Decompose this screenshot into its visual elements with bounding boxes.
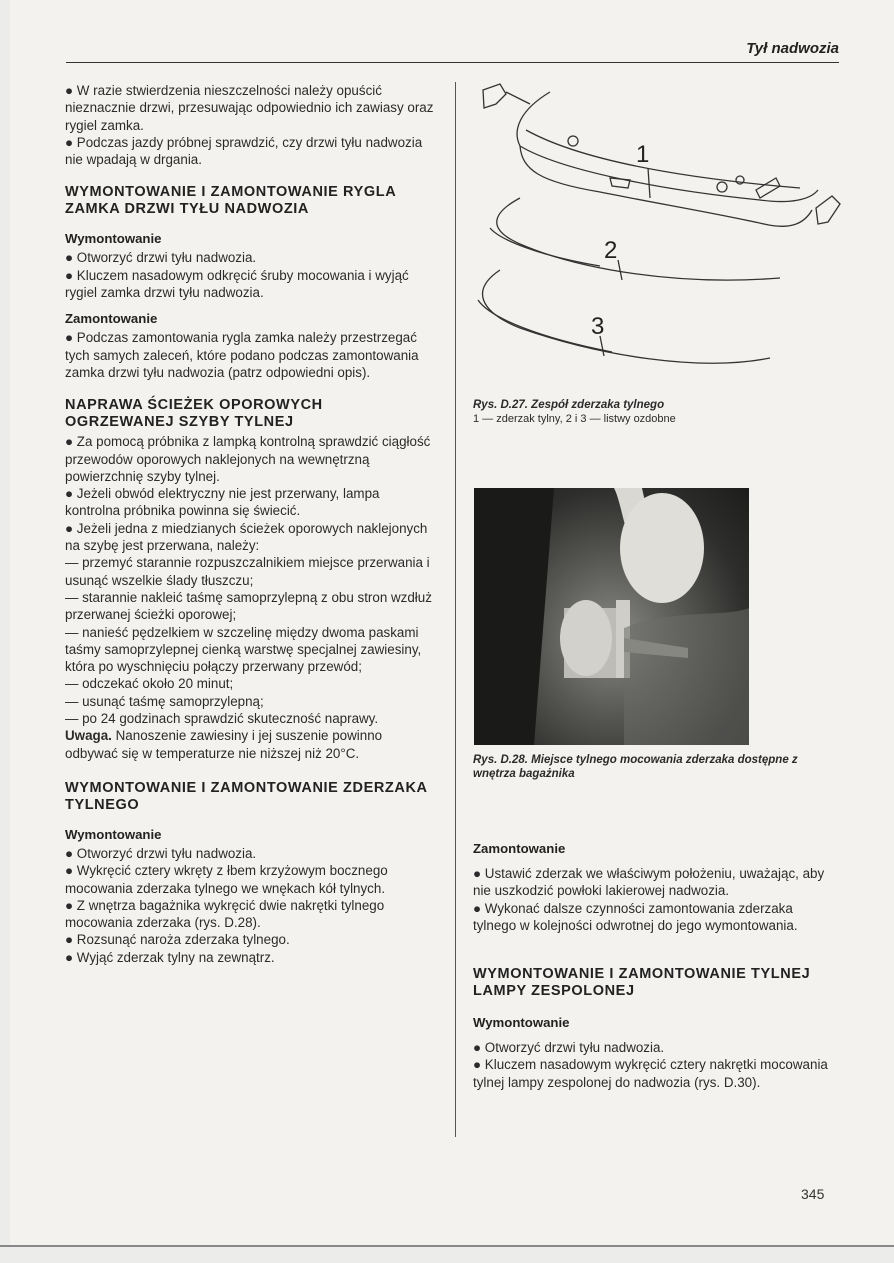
trim-strip-2-edge — [490, 228, 600, 266]
list-item: — usunąć taśmę samoprzylepną; — [65, 693, 264, 709]
trim-strip-2 — [497, 198, 780, 280]
note-label: Uwaga. — [65, 728, 112, 744]
subheading: Wymontowanie — [473, 1015, 570, 1031]
photo-illustration — [474, 488, 749, 745]
caption-title: Rys. D.27. Zespół zderzaka tylnego — [473, 399, 665, 411]
paragraph: ● Otworzyć drzwi tyłu nadwozia. — [65, 250, 257, 266]
list-item: — po 24 godzinach sprawdzić skuteczność naprawy. — [65, 711, 379, 727]
paragraph: ● Kluczem nasadowym odkręcić śruby mocowania i wyjąć rygiel zamka drzwi tyłu nadwozia. — [65, 267, 409, 301]
bumper-plate-shape — [610, 178, 630, 188]
bumper-fastener-icon — [736, 176, 744, 184]
bumper-crease — [526, 130, 800, 188]
left-bracket-shape — [483, 84, 506, 108]
trim-strip-3 — [483, 270, 770, 363]
page-number: 345 — [801, 1186, 825, 1202]
figure-caption-1 — [473, 398, 839, 426]
note — [65, 727, 435, 762]
trunk-mounting-photo — [474, 488, 749, 745]
bumper-fastener-icon — [717, 182, 727, 192]
subheading: Wymontowanie — [65, 231, 162, 247]
bumper-fastener-icon — [568, 136, 578, 146]
right-end-cap-shape — [816, 196, 840, 224]
figure-caption-2 — [473, 753, 839, 781]
bumper-diagram — [0, 0, 894, 420]
paragraph: ● Kluczem nasadowym wykręcić cztery nakrętki mocowania tylnej lampy zespolonej do nadwozia (rys. D.30). — [473, 1057, 828, 1090]
section-heading: WYMONTOWANIE I ZAMONTOWANIE RYGLA ZAMKA DRZWI TYŁU NADWOZIA — [65, 184, 396, 218]
label-1-leader — [648, 168, 650, 198]
paragraph: ● Podczas zamontowania rygla zamka należy przestrzegać tych samych zaleceń, które podano podczas zamontowania zamka drzwi tyłu nadwozia (patrz odpowiedni opis). — [65, 330, 419, 380]
subheading: Zamontowanie — [473, 841, 566, 856]
bracket-leader — [506, 92, 530, 104]
right-column-text — [473, 840, 839, 1091]
page-edge — [0, 1245, 894, 1247]
header-title: Tył nadwozia — [746, 40, 839, 57]
paragraph: ● W razie stwierdzenia nieszczelności należy opuścić nieznacznie drzwi, przesuwając odpowiednio ich zawiasy oraz rygiel zamka. — [65, 83, 434, 133]
paragraph: ● Wykonać dalsze czynności zamontowania zderzaka tylnego w kolejności odwrotnej do jego wymontowania. — [473, 900, 798, 933]
paragraph: ● Podczas jazdy próbnej sprawdzić, czy drzwi tyłu nadwozia nie wpadają w drgania. — [65, 134, 423, 168]
figure-label-1: 1 — [636, 141, 650, 168]
label-2-leader — [618, 260, 622, 280]
list-item: — przemyć starannie rozpuszczalnikiem miejsce przerwania i usunąć wszelkie ślady tłuszczu; — [65, 555, 430, 588]
paragraph: ● Z wnętrza bagażnika wykręcić dwie nakrętki tylnego mocowania zderzaka (rys. D.28). — [65, 897, 385, 931]
caption-text: 1 — zderzak tylny, 2 i 3 — listwy ozdobne — [473, 413, 676, 425]
bumper-clip-shape — [756, 178, 780, 198]
figure-label-3: 3 — [591, 313, 605, 340]
paragraph: ● Rozsunąć naroża zderzaka tylnego. — [65, 932, 290, 948]
paragraph: ● Otworzyć drzwi tyłu nadwozia. — [65, 845, 257, 861]
paragraph: ● Wyjąć zderzak tylny na zewnątrz. — [65, 949, 275, 965]
photo-nut-shape — [560, 600, 612, 676]
paragraph: ● Jeżeli obwód elektryczny nie jest przerwany, lampa kontrolna próbnika powinna się świecić. — [65, 486, 380, 519]
paragraph: ● Za pomocą próbnika z lampką kontrolną sprawdzić ciągłość przewodów oporowych naklejonych na wewnętrzną powierzchnię szyby tylnej. — [65, 434, 431, 484]
paragraph: ● Wykręcić cztery wkręty z łbem krzyżowym bocznego mocowania zderzaka tylnego we wnękach kół tylnych. — [65, 863, 388, 896]
paragraph: ● Otworzyć drzwi tyłu nadwozia. — [473, 1040, 665, 1056]
list-item: — nanieść pędzelkiem w szczelinę między dwoma paskami taśmy samoprzylepnej cienką warstwę specjalnej zawiesiny, która po wyschnięciu połączy przerwany przewód; — [65, 624, 422, 675]
section-heading: NAPRAWA ŚCIEŻEK OPOROWYCH OGRZEWANEJ SZYBY TYLNEJ — [65, 397, 323, 431]
photo-bag-shape — [620, 493, 704, 603]
subheading: Zamontowanie — [65, 311, 158, 327]
bumper-outline-bottom — [520, 146, 812, 226]
section-heading: WYMONTOWANIE I ZAMONTOWANIE TYLNEJ LAMPY ZESPOLONEJ — [473, 966, 811, 1000]
note-text: Nanoszenie zawiesiny i jej suszenie powinno odbywać się w temperaturze nie niższej niż 20°C. — [65, 728, 383, 761]
figure-label-2: 2 — [604, 237, 618, 264]
list-item: — odczekać około 20 minut; — [65, 676, 234, 692]
section-heading: WYMONTOWANIE I ZAMONTOWANIE ZDERZAKA TYLNEGO — [65, 779, 428, 813]
photo-floor-shape — [624, 608, 749, 745]
paragraph: ● Jeżeli jedna z miedzianych ścieżek oporowych naklejonych na szybę jest przerwana, należy: — [65, 520, 428, 554]
subheading: Wymontowanie — [65, 826, 162, 842]
list-item: — starannie nakleić taśmę samoprzylepną z obu stron wzdłuż przerwanej ścieżki oporowej; — [65, 589, 432, 623]
photo-shadow-shape — [474, 488, 554, 745]
paragraph: ● Ustawić zderzak we właściwym położeniu, uważając, aby nie uszkodzić powłoki lakierowej nadwozia. — [473, 866, 825, 899]
caption-title: Rys. D.28. Miejsce tylnego mocowania zderzaka dostępne z wnętrza bagażnika — [473, 754, 798, 780]
